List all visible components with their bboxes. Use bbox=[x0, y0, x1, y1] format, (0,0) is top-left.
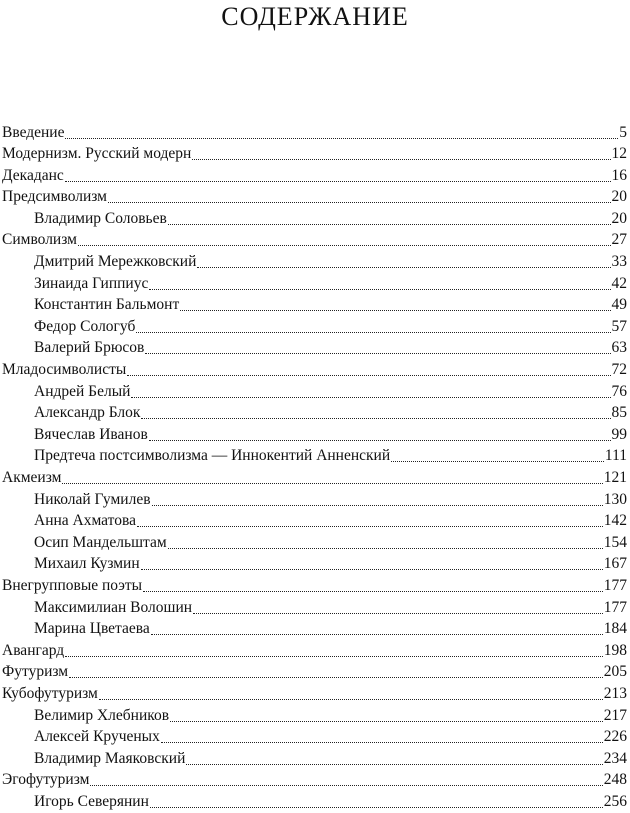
toc-entry bbox=[2, 681, 627, 703]
dot-leader bbox=[186, 748, 602, 765]
toc-entry bbox=[2, 379, 627, 401]
dot-leader bbox=[127, 360, 610, 377]
toc-entry bbox=[2, 703, 627, 725]
toc-entry-label: Николай Гумилев bbox=[34, 490, 151, 508]
dot-leader bbox=[391, 446, 604, 463]
toc-entry-page-number: 57 bbox=[611, 317, 627, 335]
toc-entry-label: Константин Бальмонт bbox=[34, 296, 180, 314]
toc-entry-page-number: 184 bbox=[603, 620, 627, 638]
dot-leader bbox=[149, 273, 610, 290]
dot-leader bbox=[192, 144, 610, 161]
dot-leader bbox=[141, 554, 603, 571]
dot-leader bbox=[137, 511, 603, 528]
toc-entry bbox=[2, 768, 627, 790]
toc-entry-page-number: 167 bbox=[603, 555, 627, 573]
toc-entry-label: Декаданс bbox=[2, 166, 64, 184]
toc-entry-page-number: 85 bbox=[611, 404, 627, 422]
toc-entry-page-number: 256 bbox=[603, 792, 627, 810]
dot-leader bbox=[108, 187, 611, 204]
dot-leader bbox=[149, 424, 611, 441]
toc-entry bbox=[2, 250, 627, 272]
toc-entry bbox=[2, 530, 627, 552]
dot-leader bbox=[161, 727, 603, 744]
dot-leader bbox=[90, 770, 602, 787]
toc-entry-page-number: 130 bbox=[603, 490, 627, 508]
toc-entry-page-number: 99 bbox=[611, 425, 627, 443]
dot-leader bbox=[99, 683, 603, 700]
toc-entry bbox=[2, 336, 627, 358]
toc-entry-page-number: 213 bbox=[603, 684, 627, 702]
toc-entry bbox=[2, 120, 627, 142]
toc-entry-label: Кубофутуризм bbox=[2, 684, 98, 702]
toc-entry-label: Валерий Брюсов bbox=[34, 339, 145, 357]
toc-entry bbox=[2, 444, 627, 466]
toc-entry-label: Осип Мандельштам bbox=[34, 533, 167, 551]
toc-entry bbox=[2, 206, 627, 228]
toc-entry-label: Владимир Соловьев bbox=[34, 209, 167, 227]
toc-entry-label: Внегрупповые поэты bbox=[2, 576, 143, 594]
dot-leader bbox=[62, 468, 602, 485]
toc-entry-label: Эгофутуризм bbox=[2, 771, 90, 789]
toc-entry bbox=[2, 358, 627, 380]
dot-leader bbox=[78, 230, 611, 247]
toc-entry bbox=[2, 725, 627, 747]
toc-entry-label: Дмитрий Мережковский bbox=[34, 253, 197, 271]
toc-entry-page-number: 177 bbox=[603, 598, 627, 616]
dot-leader bbox=[170, 705, 603, 722]
toc-entry-page-number: 226 bbox=[603, 728, 627, 746]
toc-entry-page-number: 248 bbox=[603, 771, 627, 789]
toc-entry-page-number: 217 bbox=[603, 706, 627, 724]
dot-leader bbox=[141, 403, 610, 420]
toc-entry bbox=[2, 660, 627, 682]
toc-entry bbox=[2, 573, 627, 595]
toc-entry-label: Марина Цветаева bbox=[34, 620, 150, 638]
toc-entry-page-number: 27 bbox=[611, 231, 627, 249]
toc-entry bbox=[2, 466, 627, 488]
toc-entry-page-number: 111 bbox=[604, 447, 627, 465]
dot-leader bbox=[136, 316, 610, 333]
toc-entry bbox=[2, 638, 627, 660]
toc-entry-label: Младосимволисты bbox=[2, 361, 127, 379]
toc-entry-label: Александр Блок bbox=[34, 404, 141, 422]
toc-entry-page-number: 20 bbox=[611, 188, 627, 206]
toc-entry bbox=[2, 401, 627, 423]
toc-entry-page-number: 234 bbox=[603, 749, 627, 767]
toc-entry-label: Вячеслав Иванов bbox=[34, 425, 148, 443]
toc-entry bbox=[2, 271, 627, 293]
toc-entry-page-number: 142 bbox=[603, 512, 627, 530]
toc-entry-page-number: 177 bbox=[603, 576, 627, 594]
dot-leader bbox=[65, 165, 611, 182]
toc-entry bbox=[2, 314, 627, 336]
toc-entry bbox=[2, 163, 627, 185]
toc-entry bbox=[2, 746, 627, 768]
toc-entry-page-number: 121 bbox=[603, 469, 627, 486]
toc-entry-label: Михаил Кузмин bbox=[34, 555, 140, 573]
dot-leader bbox=[168, 532, 603, 549]
toc-entry-label: Футуризм bbox=[2, 663, 69, 681]
toc-entry-label: Владимир Маяковский bbox=[34, 749, 186, 767]
toc-entry-page-number: 198 bbox=[603, 641, 627, 659]
toc-entry-label: Алексей Крученых bbox=[34, 728, 160, 746]
toc-entry-page-number: 49 bbox=[611, 296, 627, 314]
toc-entry-label: Символизм bbox=[2, 231, 77, 249]
dot-leader bbox=[69, 662, 603, 679]
dot-leader bbox=[152, 489, 603, 506]
toc-entry bbox=[2, 595, 627, 617]
toc-entry bbox=[2, 617, 627, 639]
toc-entry-page-number: 16 bbox=[611, 166, 627, 184]
toc-entry-label: Велимир Хлебников bbox=[34, 706, 170, 724]
table-of-contents bbox=[2, 120, 627, 811]
toc-entry bbox=[2, 142, 627, 164]
toc-entry-page-number: 63 bbox=[611, 339, 627, 357]
toc-entry bbox=[2, 789, 627, 811]
toc-entry-label: Модернизм. Русский модерн bbox=[2, 145, 192, 163]
dot-leader bbox=[65, 640, 603, 657]
dot-leader bbox=[168, 208, 611, 225]
toc-entry-label: Анна Ахматова bbox=[34, 512, 136, 530]
toc-entry bbox=[2, 228, 627, 250]
dot-leader bbox=[65, 122, 618, 139]
toc-entry bbox=[2, 552, 627, 574]
dot-leader bbox=[193, 597, 603, 614]
toc-entry bbox=[2, 422, 627, 444]
toc-entry bbox=[2, 509, 627, 531]
dot-leader bbox=[145, 338, 610, 355]
toc-entry-page-number: 205 bbox=[603, 663, 627, 681]
toc-entry-label: Введение bbox=[2, 123, 65, 141]
dot-leader bbox=[197, 252, 610, 269]
dot-leader bbox=[151, 619, 603, 636]
toc-entry-page-number: 20 bbox=[611, 209, 627, 227]
dot-leader bbox=[143, 575, 603, 592]
toc-entry-label: Максимилиан Волошин bbox=[34, 598, 193, 616]
toc-entry-page-number: 72 bbox=[611, 361, 627, 379]
dot-leader bbox=[131, 381, 610, 398]
toc-entry bbox=[2, 185, 627, 207]
page-title: СОДЕРЖАНИЕ bbox=[221, 2, 409, 31]
toc-entry-page-number: 154 bbox=[603, 533, 627, 551]
toc-entry-label: Зинаида Гиппиус bbox=[34, 274, 149, 292]
toc-entry-label: Акмеизм bbox=[2, 469, 62, 486]
toc-entry-page-number: 5 bbox=[619, 123, 627, 141]
toc-entry-label: Авангард bbox=[2, 641, 65, 659]
toc-entry bbox=[2, 487, 627, 509]
toc-entry-label: Предтеча постсимволизма — Иннокентий Анненский bbox=[34, 447, 391, 465]
toc-entry-page-number: 42 bbox=[611, 274, 627, 292]
toc-entry bbox=[2, 293, 627, 315]
toc-entry-label: Федор Сологуб bbox=[34, 317, 136, 335]
toc-entry-label: Игорь Северянин bbox=[34, 792, 149, 810]
toc-entry-page-number: 33 bbox=[611, 253, 627, 271]
dot-leader bbox=[180, 295, 610, 312]
toc-entry-label: Предсимволизм bbox=[2, 188, 107, 206]
toc-entry-page-number: 12 bbox=[611, 145, 627, 163]
toc-entry-label: Андрей Белый bbox=[34, 382, 131, 400]
toc-entry-page-number: 76 bbox=[611, 382, 627, 400]
